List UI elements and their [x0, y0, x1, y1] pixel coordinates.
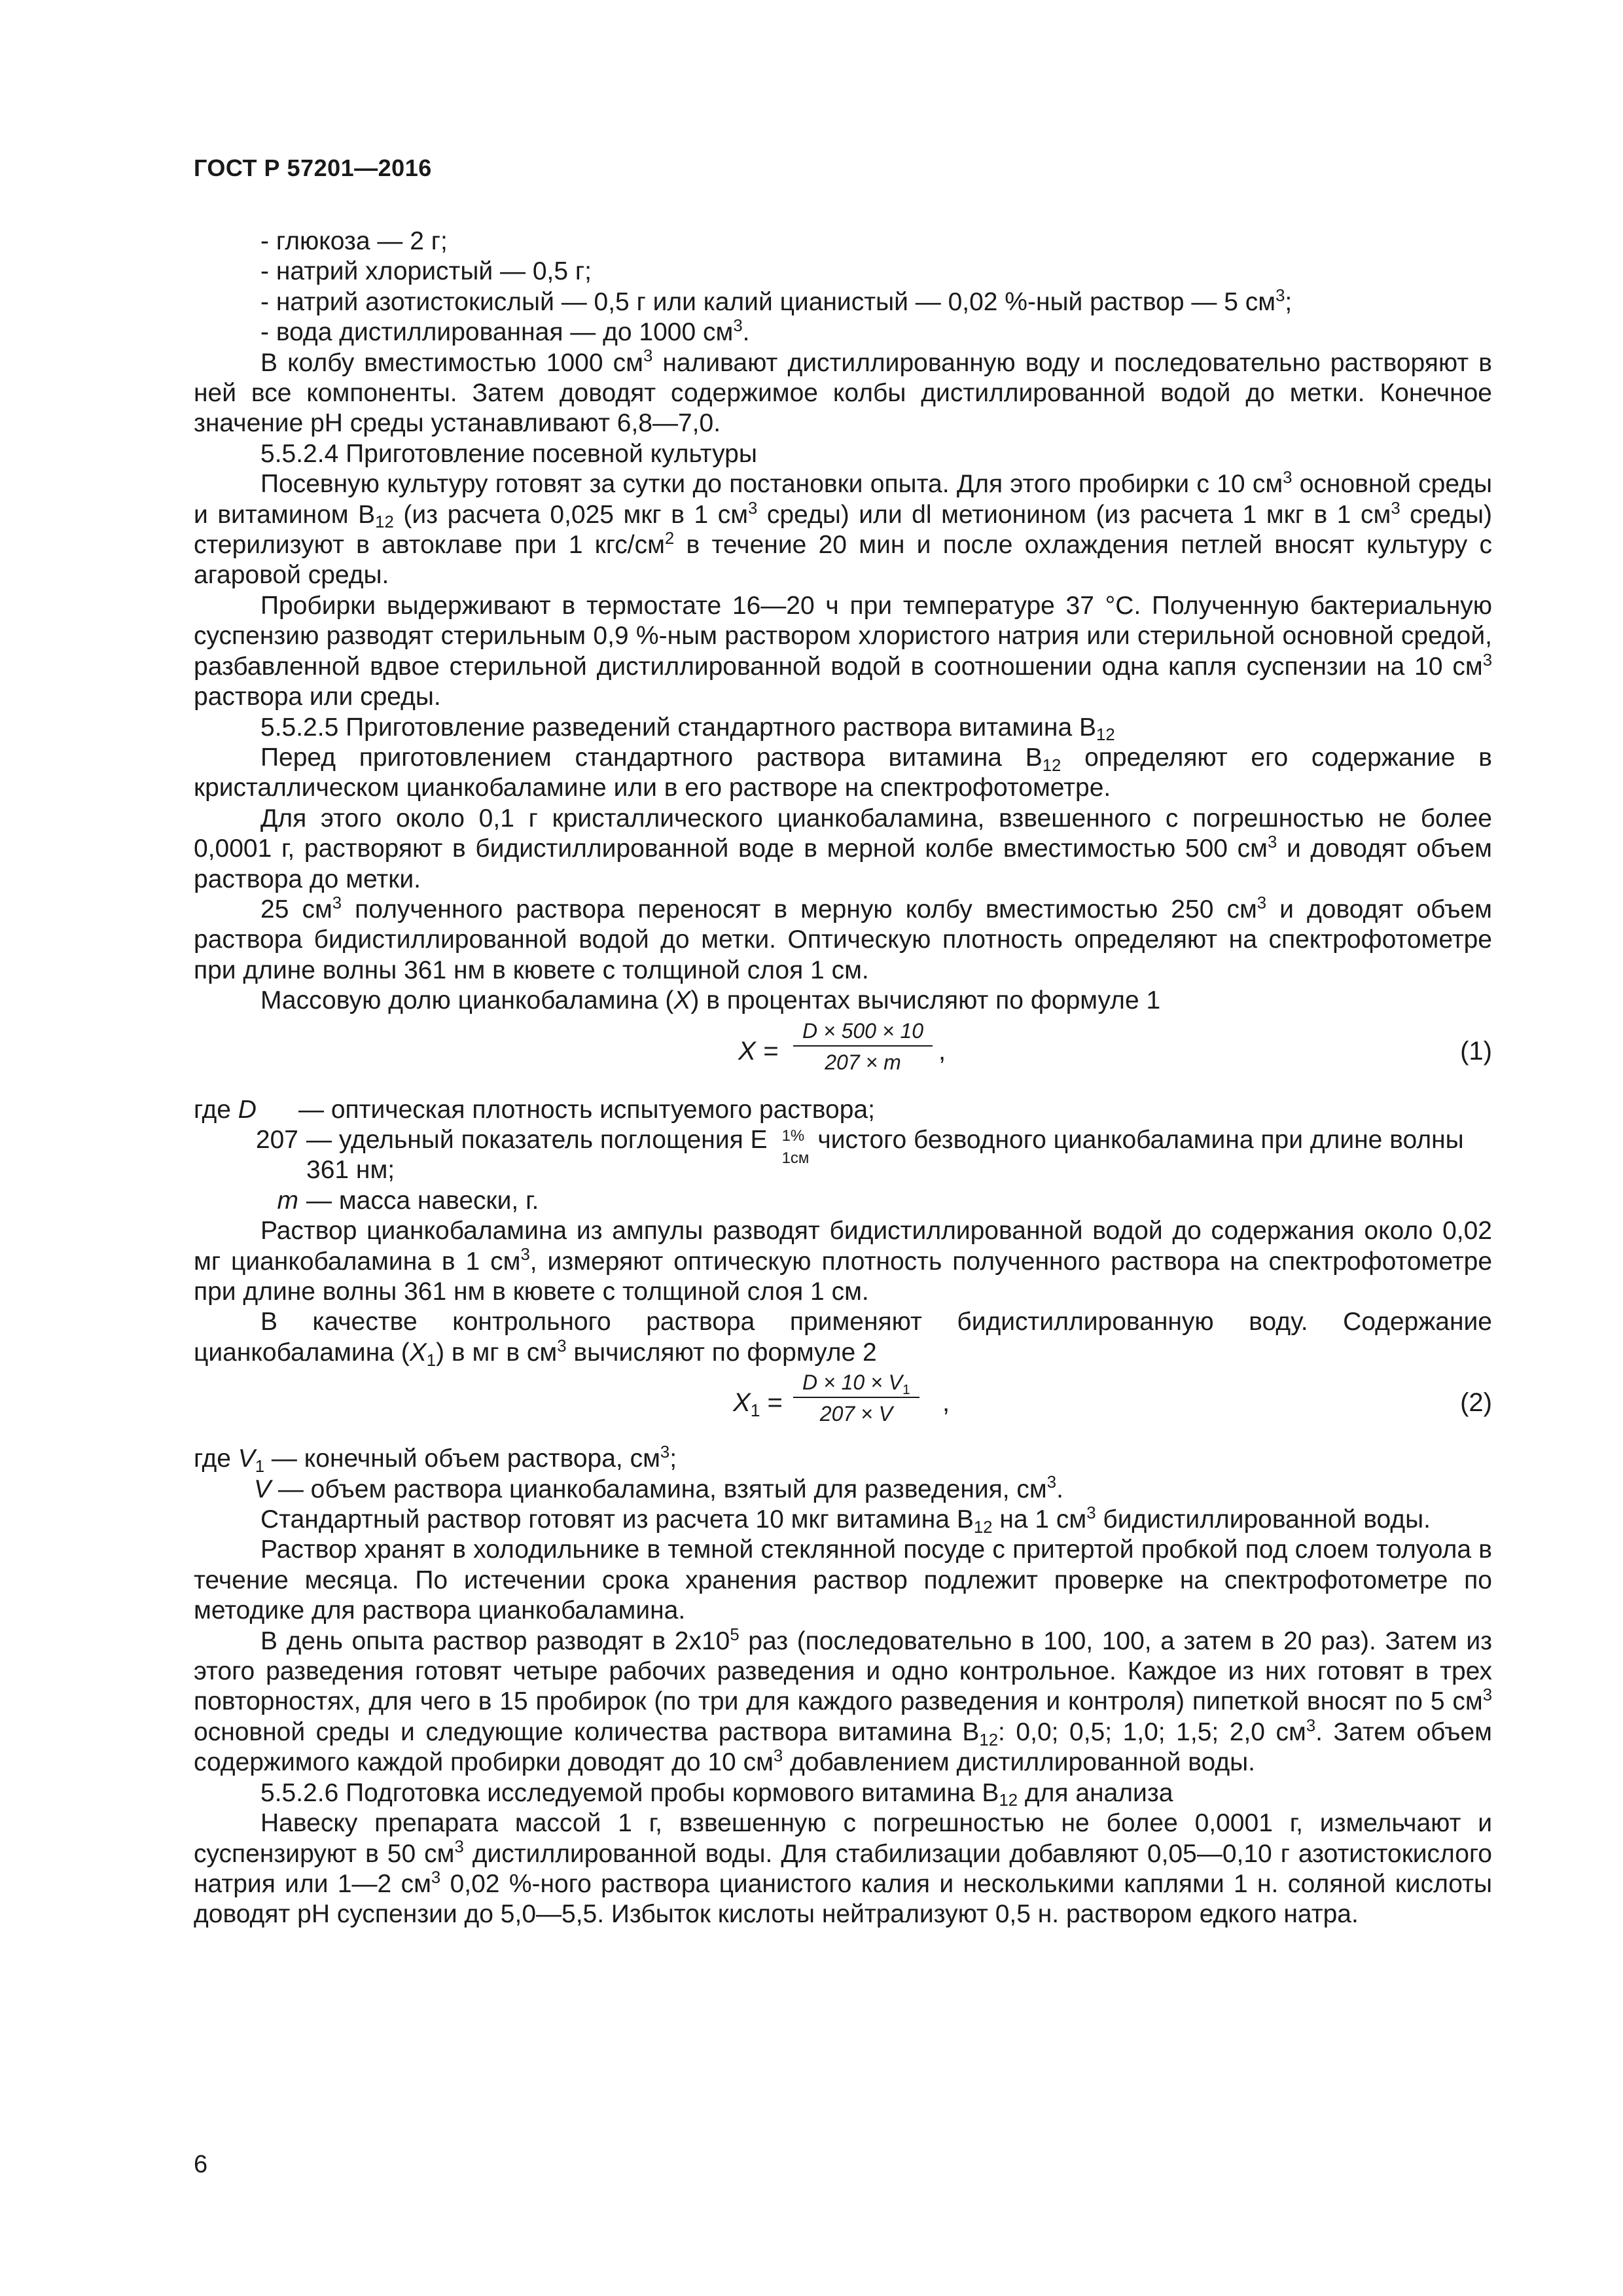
where-1-line-m: m — масса навески, г.	[277, 1186, 539, 1215]
where-block-1	[194, 1095, 1492, 1217]
formula-1-fraction	[793, 1018, 933, 1075]
paragraph-kontrol: В качестве контрольного раствора применяют бидистиллированную воду. Содержание цианкобаламина $(X_1)$ в мг в $см^3$ вычисляют по формуле 2	[194, 1308, 1492, 1370]
paragraph-mass-fraction: Массовую долю цианкобаламина (X) в процентах вычисляют по формуле 1	[260, 986, 1161, 1015]
document-body	[194, 226, 1492, 1930]
where-2-line-v1: где $V_1$ — конечный объем раствора, $см^3$;	[194, 1443, 677, 1476]
formula-1-numerator: D × 500 × 10	[793, 1018, 933, 1047]
formula-1-lhs: X =	[738, 1036, 779, 1066]
formula-2-comma: ,	[942, 1388, 950, 1418]
page-number: 6	[194, 2151, 208, 2178]
paragraph-kolba: В колбу вместимостью 1000 $см^3$ наливают дистиллированную воду и последовательно растворяют в ней все компоненты. Затем доводят содержимое колбы дистиллированной водой до метки. Конечное значение pH среды устанавливают 6,8—7,0.	[194, 347, 1492, 438]
list-item-sodium-nitrite: - натрий азотистокислый — 0,5 г или калий цианистый — 0,02 %-ный раствор — 5 $см^3$;	[260, 286, 1293, 316]
section-heading-5524: 5.5.2.4 Приготовление посевной культуры	[260, 439, 757, 468]
paragraph-probirki: Пробирки выдерживают в термостате 16—20 ч при температуре 37 °С. Полученную бактериальную суспензию разводят стерильным 0,9 %-ным раствором хлористого натрия или стерильной основной средой, разбавленной вдвое стерильной дистиллированной водой в соотношении одна капля суспензии на 10 $см^3$ раствора или среды.	[194, 591, 1492, 711]
paragraph-rastvor-ampuly: Раствор цианкобаламина из ампулы разводят бидистиллированной водой до содержания около 0,02 мг цианкобаламина в 1 $см^3$, измеряют оптическую плотность полученного раствора на спектрофотометре при длине волны 361 нм в кювете с толщиной слоя 1 см.	[194, 1217, 1493, 1306]
formula-2-numerator: $D \times 10 \times V_1$	[793, 1369, 919, 1398]
paragraph-hranenie: Раствор хранят в холодильнике в темной стеклянной посуде с притертой пробкой под слоем толуола в течение месяца. По истечении срока хранения раствор подлежит проверке на спектрофотометре по методике для раствора цианкобаламина.	[194, 1535, 1492, 1625]
list-item-glucose: - глюкоза — 2 г;	[260, 227, 448, 255]
formula-2-fraction	[793, 1369, 919, 1427]
where-1-line-207: 207 — удельный показатель поглощения E 1% 1см чистого безводного цианкобаламина при длине волны 361 нм;	[255, 1125, 1464, 1185]
formula-1	[194, 1016, 1492, 1095]
formula-2-lhs: $X_1$ =	[733, 1388, 783, 1421]
formula-1-number: (1)	[1460, 1036, 1492, 1066]
formula-2	[194, 1368, 1492, 1444]
document-header: ГОСТ Р 57201—2016	[194, 154, 432, 181]
section-heading-5526: 5.5.2.6 Подготовка исследуемой пробы кормового витамина $B_{12}$ для анализа	[260, 1778, 1173, 1810]
formula-1-comma: ,	[938, 1036, 946, 1066]
formula-2-denominator: 207 × V	[819, 1402, 893, 1426]
list-item-water: - вода дистиллированная — до 1000 $см^3$.	[260, 317, 750, 347]
paragraph-naveska: Навеску препарата массой 1 г, взвешенную с погрешностью не более 0,0001 г, измельчают и суспензируют в 50 $см^3$ дистиллированной воды. Для стабилизации добавляют 0,05—0,10 г азотистокислого натрия или 1—2 $см^3$ 0,02 %-ного раствора цианистого калия и несколькими каплями 1 н. соляной кислоты доводят pH суспензии до 5,0—5,5. Избыток кислоты нейтрализуют 0,5 н. раствором едкого натра.	[194, 1809, 1493, 1929]
formula-1-denominator: 207 × m	[825, 1050, 901, 1074]
section-heading-5525: 5.5.2.5 Приготовление разведений стандартного раствора витамина $B_{12}$	[260, 713, 1115, 745]
list-item-sodium-chloride: - натрий хлористый — 0,5 г;	[260, 257, 592, 286]
paragraph-posev: Посевную культуру готовят за сутки до постановки опыта. Для этого пробирки с 10 $см^3$ основной среды и витамином $B_{12}$ (из расчета 0,025 мкг в 1 $см^3$ среды) или dl метионином (из расчета 1 мкг в 1 $см^3$ среды) стерилизуют в автоклаве при 1 кгс/$см^2$ в течение 20 мин и после охлаждения петлей вносят культуру с агаровой среды.	[194, 469, 1493, 590]
formula-2-number: (2)	[1460, 1388, 1492, 1418]
paragraph-standart: Стандартный раствор готовят из расчета 10 мкг витамина $B_{12}$ на 1 $см^3$ бидистиллированной воды.	[260, 1503, 1431, 1537]
where-2-line-v: V — объем раствора цианкобаламина, взятый для разведения, $см^3$.	[254, 1473, 1063, 1503]
paragraph-pered: Перед приготовлением стандартного раствора витамина $B_{12}$ определяют его содержание в кристаллическом цианкобаламине или в его растворе на спектрофотометре.	[194, 743, 1493, 802]
where-1-line-d: где D — оптическая плотность испытуемого раствора;	[194, 1095, 875, 1124]
paragraph-dlya: Для этого около 0,1 г кристаллического цианкобаламина, взвешенного с погрешностью не более 0,0001 г, растворяют в бидистиллированной воде в мерной колбе вместимостью 500 $см^3$ и доводят объем раствора до метки.	[194, 804, 1492, 893]
paragraph-den-opyta: В день опыта раствор разводят в $2х10^5$ раз (последовательно в 100, 100, а затем в 20 раз). Затем из этого разведения готовят четыре рабочих разведения и одно контрольное. Каждое из них готовят в трех повторностях, для чего в 15 пробирок (по три для каждого разведения и контроля) пипеткой вносят по 5 $см^3$ основной среды и следующие количества раствора витамина $B_{12}$: 0,0; 0,5; 1,0; 1,5; 2,0 $см^3$. Затем объем содержимого каждой пробирки доводят до 10 $см^3$ добавлением дистиллированной воды.	[194, 1625, 1492, 1777]
paragraph-25: 25 $см^3$ полученного раствора переносят в мерную колбу вместимостью 250 $см^3$ и доводят объем раствора бидистиллированной водой до метки. Оптическую плотность определяют на спектрофотометре при длине волны 361 нм в кювете с толщиной слоя 1 см.	[194, 893, 1492, 984]
